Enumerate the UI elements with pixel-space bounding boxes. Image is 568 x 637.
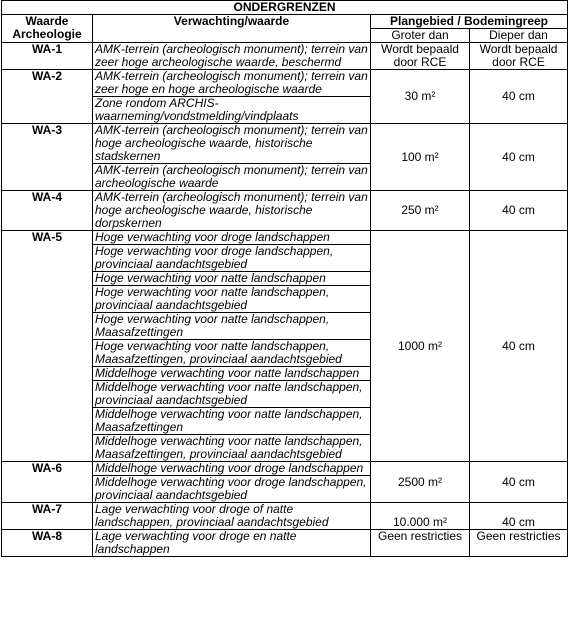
header-size: Groter dan — [371, 29, 470, 43]
row-depth: 40 cm — [470, 503, 568, 530]
row-description: Hoge verwachting voor natte landschappen, Maasafzettingen — [93, 313, 371, 340]
table-row — [2, 462, 568, 476]
table-row — [2, 191, 568, 231]
row-depth: 40 cm — [470, 124, 568, 191]
row-depth: Geen restricties — [470, 530, 568, 557]
row-description: Hoge verwachting voor droge landschappen — [93, 231, 371, 245]
row-size: 30 m² — [371, 70, 470, 124]
row-size: 2500 m² — [371, 462, 470, 503]
table-row — [2, 70, 568, 97]
header-depth: Dieper dan — [470, 29, 568, 43]
row-description: Lage verwachting voor droge of natte landschappen, provinciaal aandachtsgebied — [93, 503, 371, 530]
row-description: Middelhoge verwachting voor natte landschappen, Maasafzettingen, provinciaal aandachtsgebied — [93, 435, 371, 462]
row-code: WA-4 — [2, 191, 93, 231]
row-description: Middelhoge verwachting voor natte landschappen, Maasafzettingen — [93, 408, 371, 435]
row-size: Geen restricties — [371, 530, 470, 557]
row-depth: 40 cm — [470, 70, 568, 124]
table-row — [2, 530, 568, 557]
row-code: WA-8 — [2, 530, 93, 557]
row-code: WA-7 — [2, 503, 93, 530]
row-size: 100 m² — [371, 124, 470, 191]
ondergrenzen-table — [1, 0, 568, 557]
row-size: 1000 m² — [371, 231, 470, 462]
table-row — [2, 503, 568, 530]
row-size: 250 m² — [371, 191, 470, 231]
row-code: WA-1 — [2, 43, 93, 70]
row-description: Middelhoge verwachting voor droge landschappen, provinciaal aandachtsgebied — [93, 476, 371, 503]
row-description: Zone rondom ARCHIS-waarneming/vondstmelding/vindplaats — [93, 97, 371, 124]
table-row — [2, 124, 568, 164]
row-description: Middelhoge verwachting voor droge landschappen — [93, 462, 371, 476]
row-description: Hoge verwachting voor droge landschappen, provinciaal aandachtsgebied — [93, 245, 371, 272]
row-code: WA-2 — [2, 70, 93, 124]
row-description: AMK-terrein (archeologisch monument); terrein van zeer hoge archeologische waarde, beschermd — [93, 43, 371, 70]
row-description: AMK-terrein (archeologisch monument); terrein van hoge archeologische waarde, historische dorpskernen — [93, 191, 371, 231]
table-row — [2, 231, 568, 245]
row-size: 10.000 m² — [371, 503, 470, 530]
row-depth: Wordt bepaald door RCE — [470, 43, 568, 70]
table-title: ONDERGRENZEN — [2, 1, 568, 15]
row-depth: 40 cm — [470, 231, 568, 462]
row-description: Middelhoge verwachting voor natte landschappen — [93, 367, 371, 381]
row-description: AMK-terrein (archeologisch monument); terrein van hoge archeologische waarde, historische stadskernen — [93, 124, 371, 164]
table-row — [2, 43, 568, 70]
header-group: Plangebied / Bodemingreep — [371, 15, 568, 29]
row-description: AMK-terrein (archeologisch monument); terrein van archeologische waarde — [93, 164, 371, 191]
row-description: Hoge verwachting voor natte landschappen, Maasafzettingen, provinciaal aandachtsgebied — [93, 340, 371, 367]
row-description: Hoge verwachting voor natte landschappen — [93, 272, 371, 286]
row-description: Lage verwachting voor droge en natte landschappen — [93, 530, 371, 557]
row-code: WA-5 — [2, 231, 93, 462]
row-size: Wordt bepaald door RCE — [371, 43, 470, 70]
row-description: AMK-terrein (archeologisch monument); terrein van zeer hoge en hoge archeologische waarde — [93, 70, 371, 97]
row-depth: 40 cm — [470, 462, 568, 503]
row-description: Middelhoge verwachting voor natte landschappen, provinciaal aandachtsgebied — [93, 381, 371, 408]
header-code: Waarde Archeologie — [2, 15, 93, 43]
row-code: WA-3 — [2, 124, 93, 191]
row-depth: 40 cm — [470, 191, 568, 231]
row-code: WA-6 — [2, 462, 93, 503]
row-description: Hoge verwachting voor natte landschappen, provinciaal aandachtsgebied — [93, 286, 371, 313]
header-description: Verwachting/waarde — [93, 15, 371, 43]
